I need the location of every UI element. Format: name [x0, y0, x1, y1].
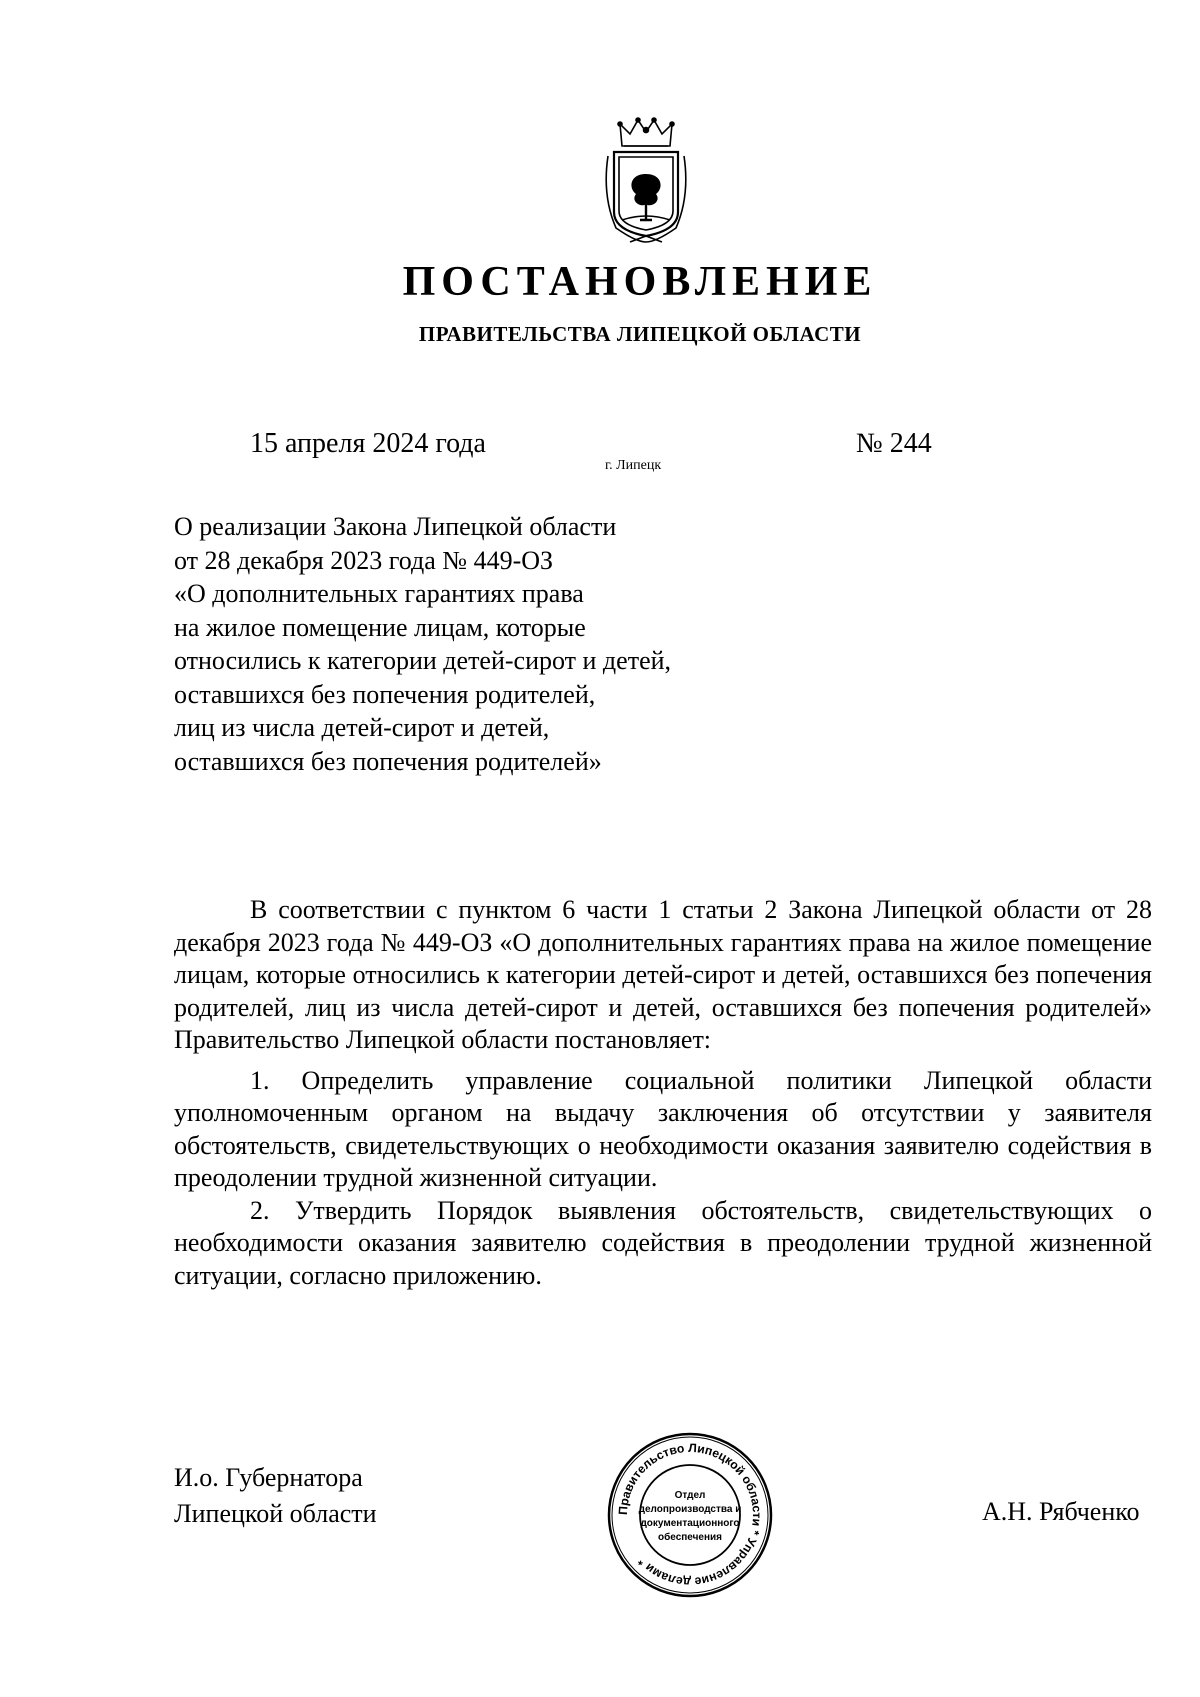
signatory-position — [174, 1460, 377, 1532]
signatory-name: А.Н. Рябченко — [982, 1497, 1140, 1526]
subject-line: относились к категории детей-сирот и детей, — [174, 646, 672, 675]
document-date: 15 апреля 2024 года — [250, 428, 486, 459]
subject-line: от 28 декабря 2023 года № 449-ОЗ — [174, 545, 554, 575]
document-city: г. Липецк — [605, 458, 662, 473]
document-number: № 244 — [856, 428, 932, 459]
subject-line: на жилое помещение лицам, которые — [174, 612, 586, 642]
subject-line: «О дополнительных гарантиях права — [174, 579, 584, 608]
document-title: ПОСТАНОВЛЕНИЕ — [402, 259, 878, 305]
stamp-inner-line: обеспечения — [657, 1532, 723, 1543]
document-subject — [174, 510, 874, 778]
stamp-outer-text: Правительство Липецкой области * Управление делами * — [615, 1440, 765, 1590]
item-1-paragraph: 1. Определить управление социальной политики Липецкой области уполномоченным органом на выдачу заключения об отсутствии у заявителя обстоятельств, свидетельствующих о необходимости оказания заявителю содействия в преодолении трудной жизненной ситуации. — [174, 1065, 1152, 1192]
coat-of-arms-icon — [600, 116, 692, 246]
subject-line: лиц из числа детей-сирот и детей, — [174, 713, 550, 742]
subject-line: оставшихся без попечения родителей, — [174, 679, 596, 709]
item-2-paragraph: 2. Утвердить Порядок выявления обстоятельств, свидетельствующих о необходимости оказания заявителю содействия в преодолении трудной жизненной ситуации, согласно приложению. — [174, 1195, 1152, 1290]
document-body — [174, 894, 1152, 1292]
stamp-inner-line: делопроизводства и — [638, 1504, 742, 1515]
official-stamp-icon — [606, 1431, 774, 1599]
signatory-position-line: Липецкой области — [174, 1499, 377, 1528]
preamble-paragraph: В соответствии с пунктом 6 части 1 статьи 2 Закона Липецкой области от 28 декабря 2023 года № 449-ОЗ «О дополнительных гарантиях права на жилое помещение лицам, которые относились к категории детей-сирот и детей, оставшихся без попечения родителей, лиц из числа детей-сирот и детей, оставшихся без попечения родителей» Правительство Липецкой области постановляет: — [174, 895, 1152, 1054]
subject-line: оставшихся без попечения родителей» — [174, 746, 602, 776]
signatory-position-line: И.о. Губернатора — [174, 1463, 363, 1492]
stamp-inner-line: документационного — [640, 1518, 740, 1529]
stamp-inner-line: Отдел — [674, 1490, 706, 1501]
subject-line: О реализации Закона Липецкой области — [174, 512, 617, 541]
document-subtitle: ПРАВИТЕЛЬСТВА ЛИПЕЦКОЙ ОБЛАСТИ — [418, 322, 862, 346]
